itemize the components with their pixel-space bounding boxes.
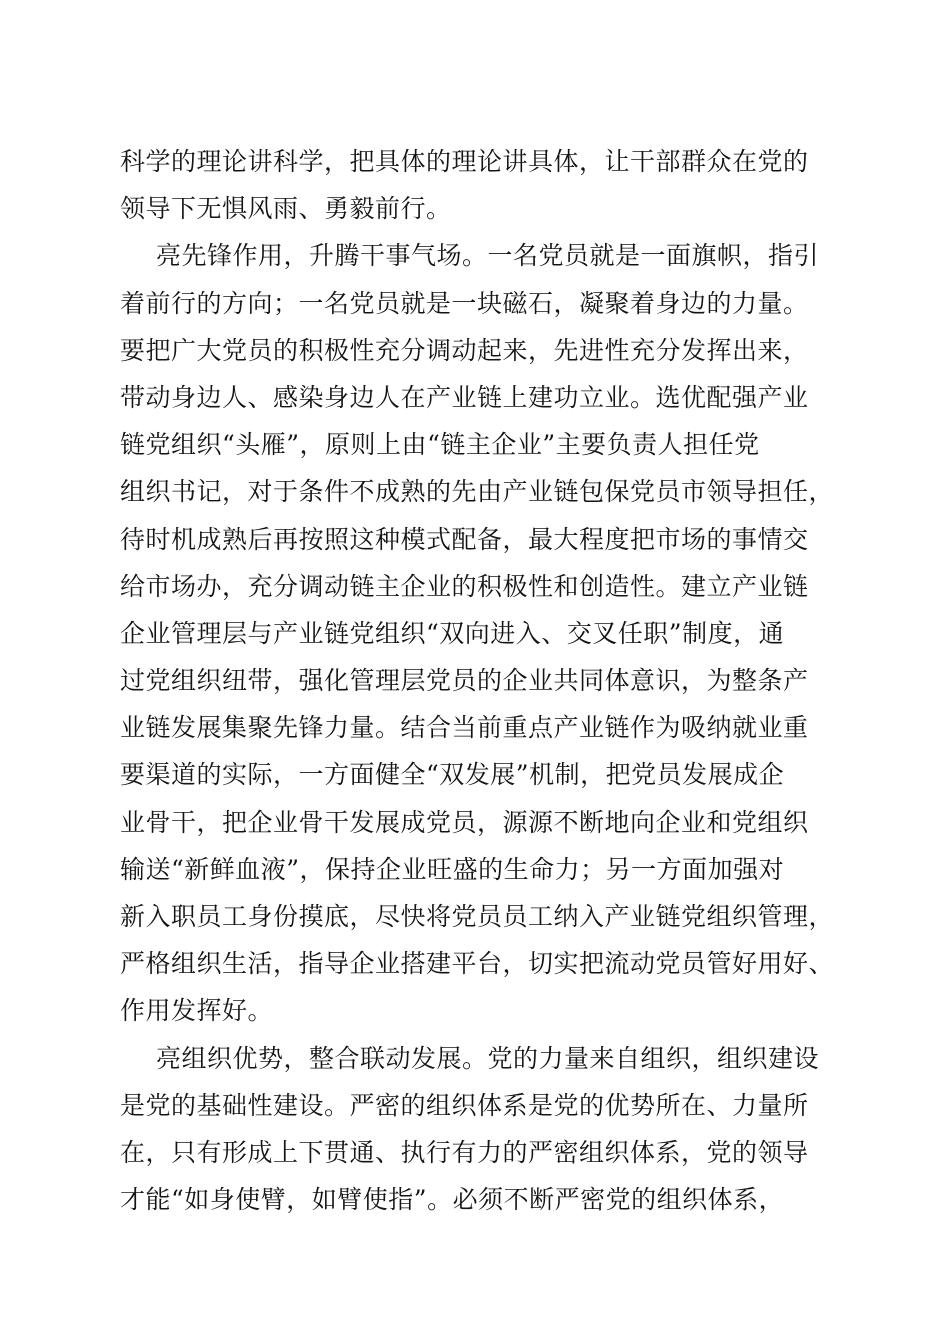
paragraph-first-line: 亮组织优势，整合联动发展。党的力量来自组织，组织建设 bbox=[156, 1043, 820, 1073]
text-line: 着前行的方向；一名党员就是一块磁石，凝聚着身边的力量。 bbox=[120, 288, 809, 318]
text-line: 业骨干，把企业骨干发展成党员，源源不断地向企业和党组织 bbox=[120, 807, 809, 837]
text-line: 企业管理层与产业链党组织“双向进入、交叉任职”制度，通 bbox=[120, 618, 785, 648]
text-line: 待时机成熟后再按照这种模式配备，最大程度把市场的事情交 bbox=[120, 524, 809, 554]
text-line: 组织书记，对于条件不成熟的先由产业链包保党员市领导担任， bbox=[120, 477, 835, 507]
text-line: 科学的理论讲科学，把具体的理论讲具体，让干部群众在党的 bbox=[120, 147, 809, 176]
body-text bbox=[120, 138, 840, 1223]
text-line: 要渠道的实际，一方面健全“双发展”机制，把党员发展成企 bbox=[120, 760, 785, 790]
paragraph-first-line: 亮先锋作用，升腾干事气场。一名党员就是一面旗帜，指引 bbox=[156, 241, 820, 271]
text-line: 严格组织生活，指导企业搭建平台，切实把流动党员管好用好、 bbox=[120, 949, 835, 979]
text-line: 给市场办，充分调动链主企业的积极性和创造性。建立产业链 bbox=[120, 571, 809, 601]
text-line: 领导下无惧风雨、勇毅前行。 bbox=[120, 194, 452, 224]
text-line: 是党的基础性建设。严密的组织体系是党的优势所在、力量所 bbox=[120, 1090, 809, 1120]
text-line: 要把广大党员的积极性充分调动起来，先进性充分发挥出来， bbox=[120, 335, 809, 365]
text-line: 链党组织“头雁”，原则上由“链主企业”主要负责人担任党 bbox=[120, 430, 760, 460]
text-line: 输送“新鲜血液”，保持企业旺盛的生命力；另一方面加强对 bbox=[120, 854, 785, 884]
text-line: 在，只有形成上下贯通、执行有力的严密组织体系，党的领导 bbox=[120, 1137, 809, 1167]
text-line: 带动身边人、感染身边人在产业链上建功立业。选优配强产业 bbox=[120, 382, 809, 412]
text-line: 作用发挥好。 bbox=[120, 996, 274, 1026]
text-line: 才能“如身使臂，如臂使指”。必须不断严密党的组织体系， bbox=[120, 1185, 785, 1215]
text-line: 过党组织纽带，强化管理层党员的企业共同体意识，为整条产 bbox=[120, 666, 809, 696]
text-line: 新入职员工身份摸底，尽快将党员员工纳入产业链党组织管理， bbox=[120, 902, 835, 931]
text-line: 业链发展集聚先锋力量。结合当前重点产业链作为吸纳就业重 bbox=[120, 713, 809, 743]
